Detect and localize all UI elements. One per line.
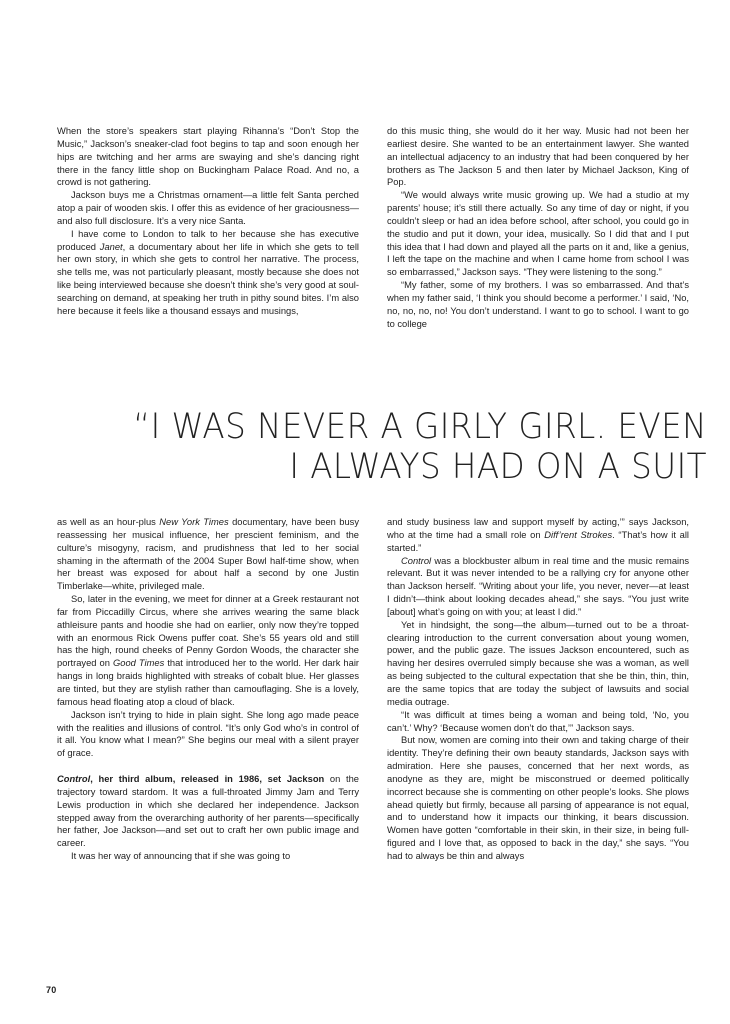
text-run: was a blockbuster album in real time and the music remains relevant. But it was never intended to be a rallying cry for anyone other than Jackson herself. “Writing about your life, you never, never—at least I didn’t—think about looking decades ahead,” she says. “You just write [about] what’s going on with you; at least I did.” — [387, 555, 689, 617]
page-number: 70 — [46, 985, 57, 995]
paragraph — [387, 555, 689, 619]
text-run: . “That’s how it all started.” — [387, 529, 690, 553]
italic-title: Diff’rent Strokes — [544, 529, 613, 540]
text-run: I have come to London to talk to her because she has executive produced — [57, 228, 359, 252]
paragraph: Yet in hindsight, the song—the album—turned out to be a throat-clearing introduction to the current conversation about young women, power, and the public gaze. The issues Jackson encountered, such as having her desires overruled simply because she was a woman, as well as being subjected to the cultural expectation that she be thin, thin, thin, are the same topics that are today the subject of lawsuits and social media outrage. — [387, 619, 689, 707]
text-run: on the trajectory toward stardom. It was a full-throated Jimmy Jam and Terry Lewis production in which she declared her independence. Jackson stepped away from the overarching authority of her parents—specifically her father, Joe Jackson—and set out to craft her own public image and career. — [57, 774, 359, 849]
text-run: and study business law and support myself by acting,’” says Jackson, who at the time had a small role on — [387, 517, 689, 540]
paragraph — [57, 228, 359, 318]
paragraph — [57, 593, 359, 709]
pull-quote-line-1: “I WAS NEVER A GIRLY GIRL. EVEN — [133, 407, 708, 447]
text-run: as well as an hour-plus — [57, 517, 160, 527]
paragraph: do this music thing, she would do it her way. Music had not been her earliest desire. She wanted to be an entertainment lawyer. She wanted an intellectual adjacency to an industry that had been conquered by her brothers as The Jackson 5 and then later by Michael Jackson, King of Pop. — [387, 126, 689, 188]
paragraph: “It was difficult at times being a woman and being told, ‘No, you can’t.’ Why? ‘Because women don’t do that,’” Jackson says. — [387, 709, 689, 733]
article-column-3 — [57, 516, 359, 863]
article-column-4 — [387, 516, 689, 863]
lead-in-bold — [57, 774, 324, 784]
text-run: , a documentary about her life in which she gets to tell her own story, in which she gets to control her narrative. The process, she tells me, was not particularly pleasant, mostly because she does not like being interviewed because she doesn’t think she’s very good at soul-searching on demand, at speaking her truth in pithy sound bites. I’m also here because it feels like a thousand essays and musings, — [57, 241, 359, 316]
section-lead-paragraph — [57, 773, 359, 850]
paragraph: “We would always write music growing up. We had a studio at my parents’ house; it’s still there actually. So any time of day or night, if you couldn’t sleep or had an idea before school, after school, you could go in the studio and put it down, your idea, musically. So I did that and I put this idea that I had down and played all the parts on it and, like a genius, I left the tape on the machine and when I came home from school I was so embarrassed,” Jackson says. “They were listening to the song.” — [387, 190, 689, 278]
italic-title: Control — [57, 774, 91, 785]
article-column-2 — [387, 125, 689, 331]
paragraph: Jackson isn’t trying to hide in plain sight. She long ago made peace with the realities and illusions of control. “It’s only God who’s in control of it all. You know what I mean?” She begins our meal with a silent prayer of grace. — [57, 709, 359, 759]
article-column-1 — [57, 125, 359, 318]
italic-title: Janet — [99, 241, 123, 252]
italic-title: New York Times — [159, 517, 229, 527]
paragraph — [387, 516, 689, 555]
text-run: , her third album, released in 1986, set Jackson — [90, 774, 325, 785]
paragraph: When the store’s speakers start playing Rihanna’s “Don’t Stop the Music,” Jackson’s sneaker-clad foot begins to tap and soon enough her hips are twitching and her arms are swaying and she’s dancing right there in the fancy little shop on Buckingham Palace Road. And no, a crowd is not gathering. — [57, 126, 359, 188]
pull-quote-line-2: I ALWAYS HAD ON A SUIT — [289, 447, 707, 487]
italic-title: Control — [401, 555, 432, 566]
paragraph: But now, women are coming into their own and taking charge of their identity. They’re defining their own beauty standards, Jackson says with admiration. Here she pauses, concerned that her next words, as anodyne as they are, might be misconstrued or deemed politically incorrect because she is commenting on other people’s looks. She plows ahead quietly but firmly, because all parsing of appearance is not equal, and to understand how it impacts our thinking, it bears discussion. Women have gotten “comfortable in their skin, in their size, in being full-figured and I love that, as opposed to back in the day,” she says. “You had to always be thin and always — [387, 735, 689, 861]
text-run: So, later in the evening, we meet for dinner at a Greek restaurant not far from Piccadilly Circus, where she arrives wearing the same black athleisure pants and hoodie she had on earlier, only now they’re topped with an enormous Rick Owens puffer coat. She’s 55 years old and still has the high, round cheeks of Penny Gordon Woods, the character she portrayed on — [57, 594, 359, 669]
paragraph: Jackson buys me a Christmas ornament—a little felt Santa perched atop a pair of wooden skis. I offer this as evidence of her graciousness—and also full disclosure. It’s a very nice Santa. — [57, 190, 359, 226]
text-run: documentary, have been busy reassessing her musical influence, her prescient feminism, and the culture’s misogyny, racism, and prudishness that led to her social shaming in the aftermath of the 2004 Super Bowl half-time show, when her breast was exposed for about half a second by one Justin Timberlake—white, privileged male. — [57, 517, 360, 592]
text-run: that introduced her to the world. Her dark hair hangs in long braids highlighted with streaks of cobalt blue. Her glasses are tinted, but they are stylish rather than camouflaging. She is a lovely, famous head floating atop a cloud of black. — [57, 658, 360, 707]
italic-title: Good Times — [112, 658, 165, 669]
paragraph — [57, 516, 359, 593]
paragraph: It was her way of announcing that if she was going to — [71, 851, 291, 862]
paragraph: “My father, some of my brothers. I was so embarrassed. And that’s when my father said, ‘I think you should become a performer.’ I said, ‘No, no, no, no, no! You don’t understand. I want to go to school. I want to go to college — [387, 280, 689, 329]
